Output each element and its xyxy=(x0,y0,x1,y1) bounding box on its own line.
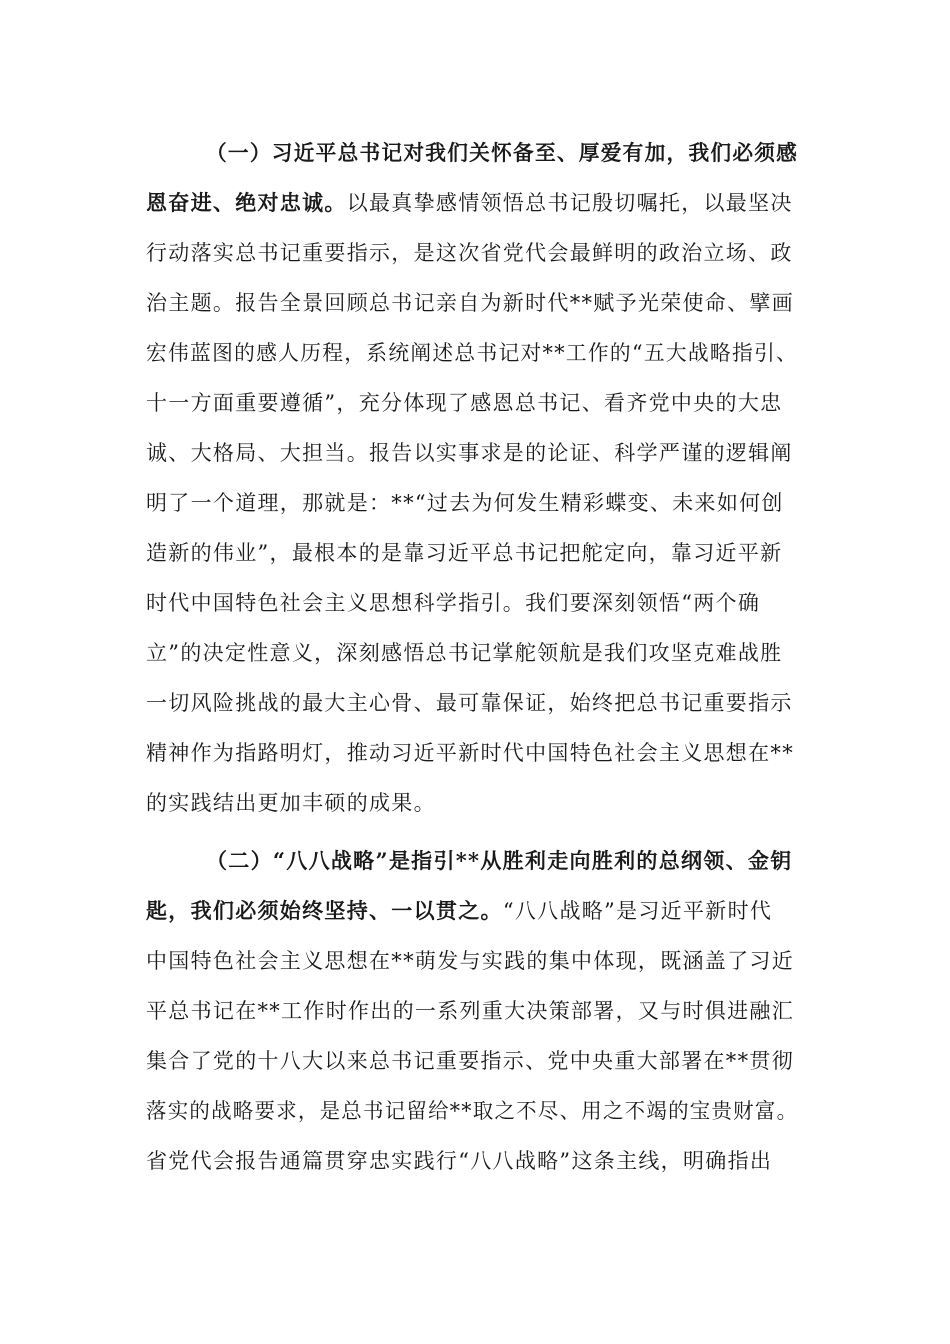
body-text: 明了一个道理，那就是：**“过去为何发生精彩蝶变、未来如何创 xyxy=(146,491,784,515)
text-line xyxy=(146,1036,794,1086)
body-text: 诚、大格局、大担当。报告以实事求是的论证、科学严谨的逻辑阐 xyxy=(146,441,793,465)
text-line xyxy=(146,528,782,578)
body-text: 立”的决定性意义，深刻感悟总书记掌舵领航是我们攻坚克难战胜 xyxy=(146,641,783,665)
bold-heading-text: （二）“八八战略”是指引**从胜利走向胜利的总纲领、金钥 xyxy=(206,848,793,873)
text-line xyxy=(146,936,794,986)
body-text: 十一方面重要遵循”，充分体现了感恩总书记、看齐党中央的大忠 xyxy=(146,391,783,415)
text-line xyxy=(146,278,794,328)
body-text: 宏伟蓝图的感人历程，系统阐述总书记对**工作的“五大战略指引、 xyxy=(146,341,799,365)
body-text: 以最真挚感情领悟总书记殷切嘱托，以最坚决 xyxy=(346,191,793,215)
body-text: 时代中国特色社会主义思想科学指引。我们要深刻领悟“两个确 xyxy=(146,591,761,615)
body-text: 平总书记在**工作时作出的一系列重大决策部署，又与时俱进融汇 xyxy=(146,999,794,1023)
text-line xyxy=(146,428,793,478)
body-text: 一切风险挑战的最大主心骨、最可靠保证，始终把总书记重要指示 xyxy=(146,691,793,715)
text-line xyxy=(146,378,782,428)
text-line xyxy=(146,778,436,828)
body-text: 行动落实总书记重要指示，是这次省党代会最鲜明的政治立场、政 xyxy=(146,241,793,265)
text-line xyxy=(206,128,798,178)
bold-heading-text: 恩奋进、绝对忠诚。 xyxy=(146,190,347,215)
body-text: 落实的战略要求，是总书记留给**取之不尽、用之不竭的宝贵财富。 xyxy=(146,1099,799,1123)
text-line xyxy=(146,478,784,528)
body-text: 中国特色社会主义思想在**萌发与实践的集中体现，既涵盖了习近 xyxy=(146,949,794,973)
text-line xyxy=(146,328,798,378)
text-line xyxy=(206,836,793,886)
body-text: 的实践结出更加丰硕的成果。 xyxy=(146,791,436,815)
body-text: 省党代会报告通篇贯穿忠实践行“八八战略”这条主线，明确指出 xyxy=(146,1149,773,1173)
body-text: “八八战略”是习近平新时代 xyxy=(502,899,773,923)
text-line xyxy=(146,1136,772,1186)
body-text: 造新的伟业”，最根本的是靠习近平总书记把舵定向，靠习近平新 xyxy=(146,541,783,565)
text-line xyxy=(146,228,793,278)
text-line xyxy=(146,628,782,678)
body-text: 集合了党的十八大以来总书记重要指示、党中央重大部署在**贯彻 xyxy=(146,1049,794,1073)
text-line xyxy=(146,886,772,936)
body-text: 精神作为指路明灯，推动习近平新时代中国特色社会主义思想在** xyxy=(146,741,794,765)
text-line xyxy=(146,986,794,1036)
text-line xyxy=(146,678,793,728)
text-line xyxy=(146,178,793,228)
bold-heading-text: 匙，我们必须始终坚持、一以贯之。 xyxy=(146,898,503,923)
text-line xyxy=(146,578,760,628)
bold-heading-text: （一）习近平总书记对我们关怀备至、厚爱有加，我们必须感 xyxy=(206,140,799,165)
body-text: 治主题。报告全景回顾总书记亲自为新时代**赋予光荣使命、擘画 xyxy=(146,291,794,315)
text-line xyxy=(146,728,794,778)
text-line xyxy=(146,1086,798,1136)
